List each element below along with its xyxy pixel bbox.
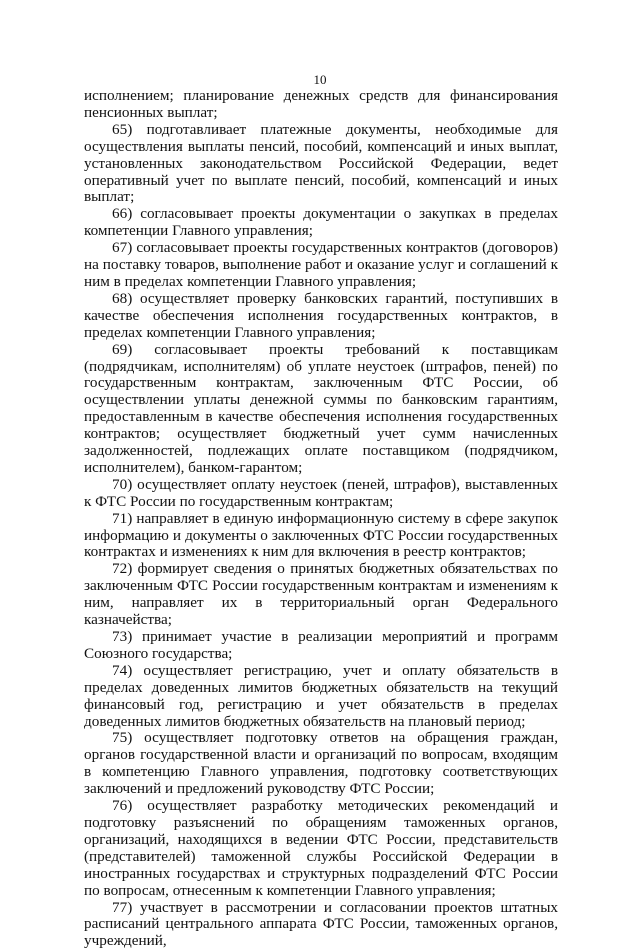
paragraph-72: 72) формирует сведения о принятых бюджетных обязательствах по заключенным ФТС России государственным контрактам и изменениям к ним, направляет их в территориальный орган Федерального казначейства; — [84, 561, 558, 629]
paragraph-75: 75) осуществляет подготовку ответов на обращения граждан, органов государственной власти и организаций по вопросам, входящим в компетенцию Главного управления, подготовку соответствующих заключений и предложений руководству ФТС России; — [84, 730, 558, 798]
paragraph-70: 70) осуществляет оплату неустоек (пеней, штрафов), выставленных к ФТС России по государственным контрактам; — [84, 477, 558, 511]
paragraph-76: 76) осуществляет разработку методических рекомендаций и подготовку разъяснений по обращениям таможенных органов, организаций, находящихся в ведении ФТС России, представительств (представителей) таможенной службы Российской Федерации в иностранных государствах и структурных подразделений ФТС России по вопросам, отнесенным к компетенции Главного управления; — [84, 798, 558, 899]
paragraph-67: 67) согласовывает проекты государственных контрактов (договоров) на поставку товаров, выполнение работ и оказание услуг и соглашений к ним в пределах компетенции Главного управления; — [84, 240, 558, 291]
page-number: 10 — [0, 72, 640, 88]
paragraph-66: 66) согласовывает проекты документации о закупках в пределах компетенции Главного управления; — [84, 206, 558, 240]
paragraph-continuation: исполнением; планирование денежных средств для финансирования пенсионных выплат; — [84, 88, 558, 122]
paragraph-77: 77) участвует в рассмотрении и согласовании проектов штатных расписаний центрального аппарата ФТС России, таможенных органов, учреждений, — [84, 900, 558, 950]
paragraph-74: 74) осуществляет регистрацию, учет и оплату обязательств в пределах доведенных лимитов бюджетных обязательств на текущий финансовый год, регистрацию и учет обязательств в пределах доведенных лимитов бюджетных обязательств на плановый период; — [84, 663, 558, 731]
paragraph-65: 65) подготавливает платежные документы, необходимые для осуществления выплаты пенсий, пособий, компенсаций и иных выплат, установленных законодательством Российской Федерации, ведет оперативный учет по выплате пенсий, пособий, компенсаций и иных выплат; — [84, 122, 558, 207]
document-body — [84, 88, 558, 950]
paragraph-73: 73) принимает участие в реализации мероприятий и программ Союзного государства; — [84, 629, 558, 663]
paragraph-68: 68) осуществляет проверку банковских гарантий, поступивших в качестве обеспечения исполнения государственных контрактов, в пределах компетенции Главного управления; — [84, 291, 558, 342]
paragraph-69: 69) согласовывает проекты требований к поставщикам (подрядчикам, исполнителям) об уплате неустоек (штрафов, пеней) по государственным контрактам, заключенным ФТС России, об осуществлении уплаты денежной суммы по банковским гарантиям, предоставленным в качестве обеспечения исполнения государственных контрактов; осуществляет бюджетный учет сумм начисленных задолженностей, подлежащих оплате поставщиком (подрядчиком, исполнителем), банком-гарантом; — [84, 342, 558, 477]
paragraph-71: 71) направляет в единую информационную систему в сфере закупок информацию и документы о заключенных ФТС России государственных контрактах и изменениях к ним для включения в реестр контрактов; — [84, 511, 558, 562]
